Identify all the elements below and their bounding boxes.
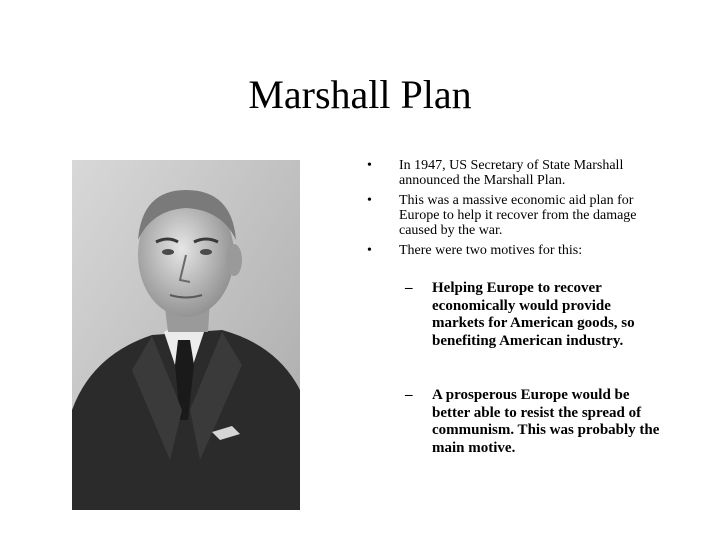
dash-marker: – [405, 387, 413, 403]
bullet-item [367, 193, 667, 238]
bullet-text: This was a massive economic aid plan for Europe to help it recover from the damage caused by the war. [399, 193, 637, 238]
sub-bullet-item [405, 280, 665, 350]
bullet-text: In 1947, US Secretary of State Marshall announced the Marshall Plan. [399, 158, 624, 188]
portrait-photo [72, 160, 300, 510]
bullet-item [367, 243, 667, 258]
sub-bullet-item [405, 387, 665, 457]
bullet-marker: • [367, 193, 372, 208]
bullet-item [367, 158, 667, 188]
dash-marker: – [405, 280, 413, 296]
slide-title: Marshall Plan [248, 72, 472, 117]
sub-bullet-list [405, 280, 665, 350]
sub-bullet-text: Helping Europe to recover economically would provide markets for American goods, so benefiting American industry. [432, 280, 635, 349]
bullet-text: There were two motives for this: [399, 243, 583, 258]
sub-bullet-list [405, 387, 665, 457]
bullet-marker: • [367, 243, 372, 258]
bullet-marker: • [367, 158, 372, 173]
sub-bullet-text: A prosperous Europe would be better able to resist the spread of communism. This was probably the main motive. [432, 387, 660, 456]
main-bullet-list [367, 158, 667, 263]
portrait-illustration [72, 160, 300, 510]
